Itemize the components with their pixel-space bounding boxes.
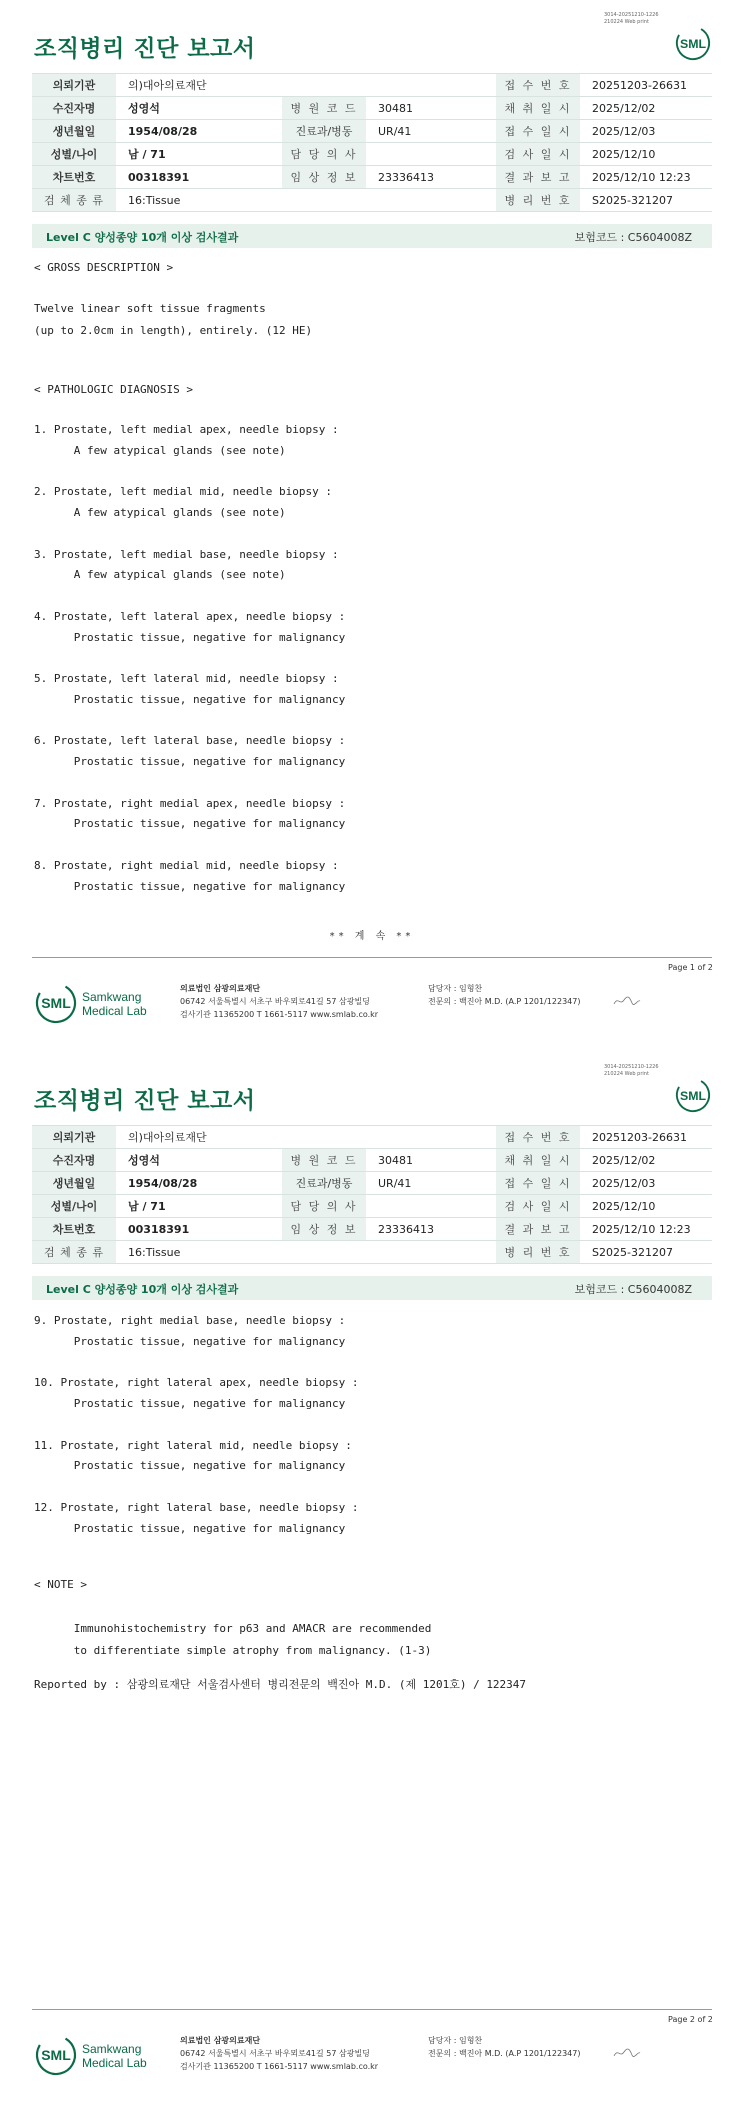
receipt-date-label: 접 수 일 시 (496, 120, 580, 143)
clinical-value: 23336413 (366, 166, 496, 189)
report-date-label: 결 과 보 고 (496, 166, 580, 189)
receipt-no-label: 접 수 번 호 (496, 74, 580, 97)
clinical-value: 23336413 (366, 1218, 496, 1241)
diagnosis-text: 1. Prostate, left medial apex, needle biopsy : A few atypical glands (see note) 2. Prostate, left medial mid, needle biopsy : A few atypical glands (see note) 3. Prostate, left medial base, needle biopsy : A few atypical glands (see note) 4. Prostate, left lateral apex, needle biopsy : Prostatic tissue, negative for malignancy 5. Prostate, left lateral mid, needle biopsy : Prostatic tissue, negative for malignancy 6. Prostate, left lateral base, needle biopsy : Prostatic tissue, negative for malignancy 7. Prostate, right medial apex, needle biopsy : Prostatic tissue, negative for malignancy 8. Prostate, right medial mid, needle biopsy : Prostatic tissue, negative for malignancy (34, 423, 346, 893)
patient-label: 수진자명 (32, 97, 116, 120)
hospital-code-value: 30481 (366, 97, 496, 120)
reported-by: Reported by : 삼광의료재단 서울검사센터 병리전문의 백진아 M.D. (제 1201호) / 122347 (34, 1678, 527, 1691)
insurance-code: 보험코드 : C5604008Z (574, 1283, 692, 1296)
note-text: Immunohistochemistry for p63 and AMACR are recommended to differentiate simple atrophy from malignancy. (1-3) (73, 1622, 432, 1657)
report-title: 조직병리 진단 보고서 (34, 36, 256, 62)
specimen-value: 16:Tissue (116, 1241, 496, 1264)
table-row (32, 189, 712, 212)
test-date-value: 2025/12/10 (580, 143, 712, 166)
table-row (32, 166, 712, 189)
brand-line-1: Samkwang (82, 990, 142, 1004)
brand-line-1: Samkwang (82, 2042, 142, 2056)
org-address: 06742 서울특별시 서초구 바우뫼로41길 57 삼광빌딩 (180, 2049, 370, 2058)
receipt-date-label: 접 수 일 시 (496, 1172, 580, 1195)
table-row (32, 120, 712, 143)
brand-line-2: Medical Lab (82, 2056, 147, 2070)
sml-logo-icon (674, 24, 712, 62)
dob-value: 1954/08/28 (116, 120, 282, 143)
report-page-2 (0, 1052, 744, 2104)
expert-name: 전문의 : 백진아 M.D. (A.P 1201/122347) (428, 997, 581, 1006)
level-banner (32, 1276, 712, 1300)
print-stamp: 3014-20251210-1226 210224 Web print (604, 12, 659, 25)
sexage-label: 성별/나이 (32, 1195, 116, 1218)
note-heading: < NOTE > (34, 1578, 87, 1591)
sml-logo-icon (674, 1076, 712, 1114)
diagnosis-text-continued: 9. Prostate, right medial base, needle biopsy : Prostatic tissue, negative for malignancy 10. Prostate, right lateral apex, needle biopsy : Prostatic tissue, negative for malignancy 11. Prostate, right lateral mid, needle biopsy : Prostatic tissue, negative for malignancy 12. Prostate, right lateral base, needle biopsy : Prostatic tissue, negative for malignancy (34, 1314, 359, 1535)
gross-heading: < GROSS DESCRIPTION > (34, 261, 174, 274)
samkwang-logo-icon (34, 980, 164, 1026)
table-row (32, 74, 712, 97)
receipt-no-value: 20251203-26631 (580, 74, 712, 97)
table-row (32, 143, 712, 166)
receipt-no-value: 20251203-26631 (580, 1126, 712, 1149)
test-date-label: 검 사 일 시 (496, 143, 580, 166)
dept-value: UR/41 (366, 1172, 496, 1195)
doctor-value (366, 143, 496, 166)
logo-text: SML (679, 36, 707, 51)
sexage-label: 성별/나이 (32, 143, 116, 166)
report-date-label: 결 과 보 고 (496, 1218, 580, 1241)
table-row (32, 1172, 712, 1195)
page-number: Page 2 of 2 (668, 2015, 713, 2024)
level-label: Level C 양성종양 10개 이상 검사결과 (46, 1283, 239, 1296)
path-no-label: 병 리 번 호 (496, 1241, 580, 1264)
sexage-value: 남 / 71 (116, 143, 282, 166)
level-label: Level C 양성종양 10개 이상 검사결과 (46, 231, 239, 244)
institution-value: 의)대아의료재단 (116, 1126, 496, 1149)
chart-label: 차트번호 (32, 166, 116, 189)
signature-icon (612, 2046, 642, 2060)
footer-divider (32, 2009, 712, 2010)
patient-info-table (32, 73, 712, 212)
print-stamp: 3014-20251210-1226 210224 Web print (604, 1064, 659, 1077)
table-row (32, 1126, 712, 1149)
doctor-label: 담 당 의 사 (282, 1195, 366, 1218)
logo-text: SML (679, 1088, 707, 1103)
test-date-label: 검 사 일 시 (496, 1195, 580, 1218)
staff-name: 담당자 : 임형찬 (428, 984, 483, 993)
footer-org-info (180, 2034, 378, 2073)
report-date-value: 2025/12/10 12:23 (580, 1218, 712, 1241)
org-phone: 검사기관 11365200 T 1661-5117 www.smlab.co.kr (180, 1010, 379, 1019)
table-row (32, 1241, 712, 1264)
footer-org-info (180, 982, 378, 1021)
footer-staff (428, 2034, 580, 2060)
logo-text: SML (41, 995, 71, 1011)
gross-text: Twelve linear soft tissue fragments (up to 2.0cm in length), entirely. (12 HE) (34, 302, 313, 337)
doctor-label: 담 당 의 사 (282, 143, 366, 166)
insurance-code: 보험코드 : C5604008Z (574, 231, 692, 244)
specimen-value: 16:Tissue (116, 189, 496, 212)
clinical-label: 임 상 정 보 (282, 1218, 366, 1241)
dept-label: 진료과/병동 (282, 120, 366, 143)
footer-divider (32, 957, 712, 958)
table-row (32, 1195, 712, 1218)
dob-value: 1954/08/28 (116, 1172, 282, 1195)
logo-text: SML (41, 2047, 71, 2063)
receipt-date-value: 2025/12/03 (580, 120, 712, 143)
patient-value: 성영석 (116, 97, 282, 120)
dept-label: 진료과/병동 (282, 1172, 366, 1195)
chart-value: 00318391 (116, 1218, 282, 1241)
receipt-no-label: 접 수 번 호 (496, 1126, 580, 1149)
chart-label: 차트번호 (32, 1218, 116, 1241)
collect-date-value: 2025/12/02 (580, 97, 712, 120)
dob-label: 생년월일 (32, 1172, 116, 1195)
report-date-value: 2025/12/10 12:23 (580, 166, 712, 189)
institution-label: 의뢰기관 (32, 1126, 116, 1149)
collect-date-label: 채 취 일 시 (496, 97, 580, 120)
path-no-label: 병 리 번 호 (496, 189, 580, 212)
level-banner (32, 224, 712, 248)
table-row (32, 97, 712, 120)
doctor-value (366, 1195, 496, 1218)
path-no-value: S2025-321207 (580, 189, 712, 212)
collect-date-label: 채 취 일 시 (496, 1149, 580, 1172)
patient-value: 성영석 (116, 1149, 282, 1172)
brand-line-2: Medical Lab (82, 1004, 147, 1018)
dob-label: 생년월일 (32, 120, 116, 143)
hospital-code-label: 병 원 코 드 (282, 97, 366, 120)
institution-label: 의뢰기관 (32, 74, 116, 97)
diagnosis-heading: < PATHOLOGIC DIAGNOSIS > (34, 383, 193, 396)
page-number: Page 1 of 2 (668, 963, 713, 972)
path-no-value: S2025-321207 (580, 1241, 712, 1264)
org-address: 06742 서울특별시 서초구 바우뫼로41길 57 삼광빌딩 (180, 997, 370, 1006)
specimen-label: 검 체 종 류 (32, 189, 116, 212)
org-name: 의료법인 삼광의료재단 (180, 2036, 261, 2045)
samkwang-logo-icon (34, 2032, 164, 2078)
dept-value: UR/41 (366, 120, 496, 143)
org-name: 의료법인 삼광의료재단 (180, 984, 261, 993)
patient-info-table (32, 1125, 712, 1264)
report-title: 조직병리 진단 보고서 (34, 1088, 256, 1114)
footer-staff (428, 982, 580, 1008)
patient-label: 수진자명 (32, 1149, 116, 1172)
institution-value: 의)대아의료재단 (116, 74, 496, 97)
continued-text: ** 계 속 ** (329, 931, 415, 942)
chart-value: 00318391 (116, 166, 282, 189)
org-phone: 검사기관 11365200 T 1661-5117 www.smlab.co.kr (180, 2062, 379, 2071)
collect-date-value: 2025/12/02 (580, 1149, 712, 1172)
clinical-label: 임 상 정 보 (282, 166, 366, 189)
signature-icon (612, 994, 642, 1008)
test-date-value: 2025/12/10 (580, 1195, 712, 1218)
table-row (32, 1149, 712, 1172)
receipt-date-value: 2025/12/03 (580, 1172, 712, 1195)
hospital-code-label: 병 원 코 드 (282, 1149, 366, 1172)
specimen-label: 검 체 종 류 (32, 1241, 116, 1264)
hospital-code-value: 30481 (366, 1149, 496, 1172)
table-row (32, 1218, 712, 1241)
expert-name: 전문의 : 백진아 M.D. (A.P 1201/122347) (428, 2049, 581, 2058)
sexage-value: 남 / 71 (116, 1195, 282, 1218)
staff-name: 담당자 : 임형찬 (428, 2036, 483, 2045)
